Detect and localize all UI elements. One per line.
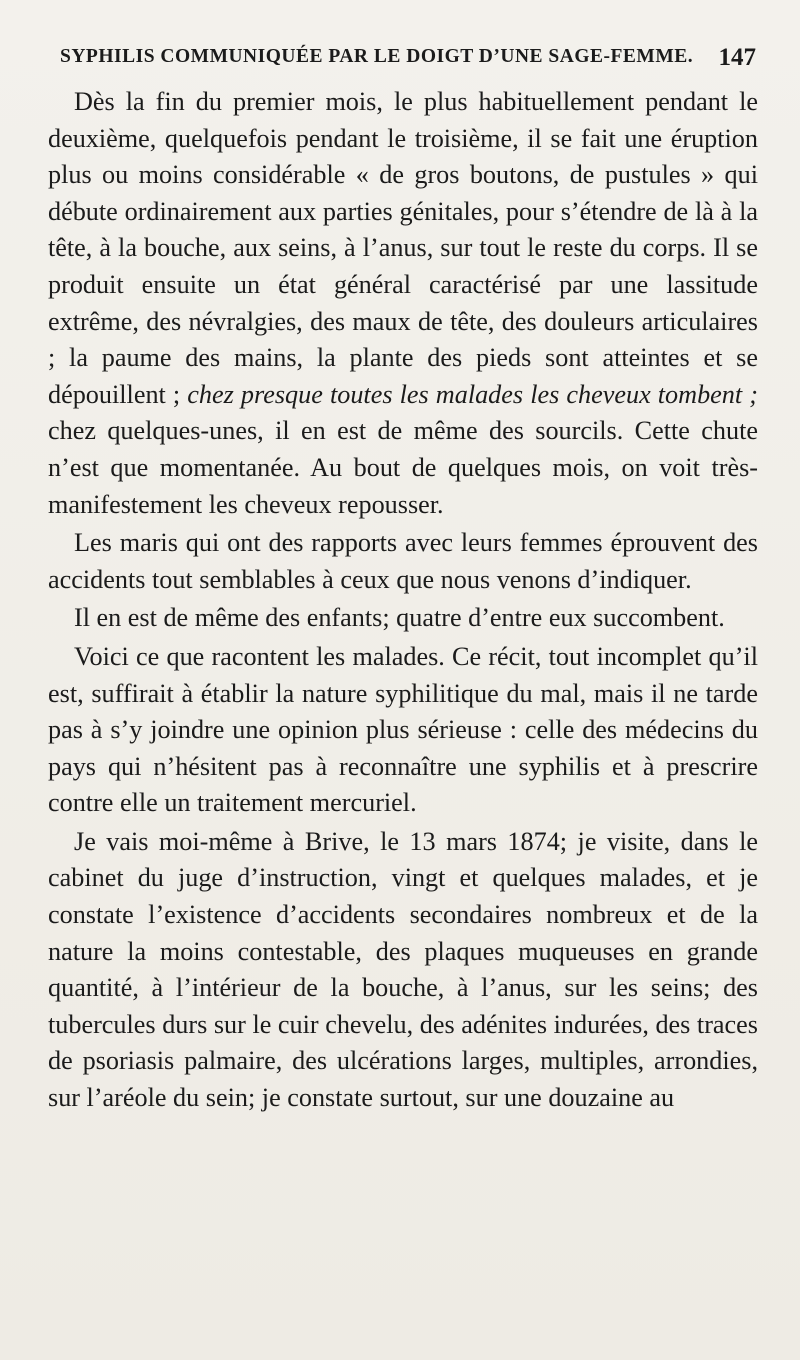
paragraph-1-italic-text: chez presque toutes les malades les cheveux tombent ; — [187, 379, 758, 409]
paragraph-5: Je vais moi-même à Brive, le 13 mars 1874; je visite, dans le cabinet du juge d’instruction, vingt et quelques malades, et je constate l’existence d’accidents secondaires nombreux et de la nature la moins contestable, des plaques muqueuses en grande quantité, à l’intérieur de la bouche, à l’anus, sur les seins; des tubercules durs sur le cuir chevelu, des adénites indurées, des traces de psoriasis palmaire, des ulcérations larges, multiples, arrondies, sur l’aréole du sein; je constate surtout, sur une douzaine au — [48, 826, 758, 1113]
page-header — [48, 40, 758, 82]
paragraph-4: Voici ce que racontent les malades. Ce récit, tout incomplet qu’il est, suffirait à établir la nature syphilitique du mal, mais il ne tarde pas à s’y joindre une opinion plus sérieuse : celle des médecins du pays qui n’hésitent pas à reconnaître une syphilis et à prescrire contre elle un traitement mercuriel. — [48, 641, 758, 818]
running-title: SYPHILIS COMMUNIQUÉE PAR LE DOIGT D’UNE SAGE-FEMME. — [60, 46, 694, 67]
paragraph-1 — [48, 84, 758, 523]
paragraph-2: Les maris qui ont des rapports avec leurs femmes éprouvent des accidents tout semblables à ceux que nous venons d’indiquer. — [48, 528, 758, 594]
paragraph-3: Il en est de même des enfants; quatre d’entre eux succombent. — [74, 603, 725, 633]
page-number: 147 — [718, 44, 756, 71]
paragraph-1-text-before: Dès la fin du premier mois, le plus habituellement pendant le deuxième, quelquefois pendant le troisième, il se fait une éruption plus ou moins considérable « de gros boutons, de pustules » qui débute ordinairement aux parties génitales, pour s’étendre de là à la tête, à la bouche, aux seins, à l’anus, sur tout le reste du corps. Il se produit ensuite un état général caractérisé par une lassitude extrême, des névralgies, des maux de tête, des douleurs articulaires ; la paume des mains, la plante des pieds sont atteintes et se dépouillent ; — [48, 87, 758, 409]
paragraph-1-text-after: chez quelques-unes, il en est de même des sourcils. Cette chute n’est que momentanée. Au bout de quelques mois, on voit très-manifestement les cheveux repousser. — [48, 416, 758, 519]
body-text — [48, 84, 758, 1117]
